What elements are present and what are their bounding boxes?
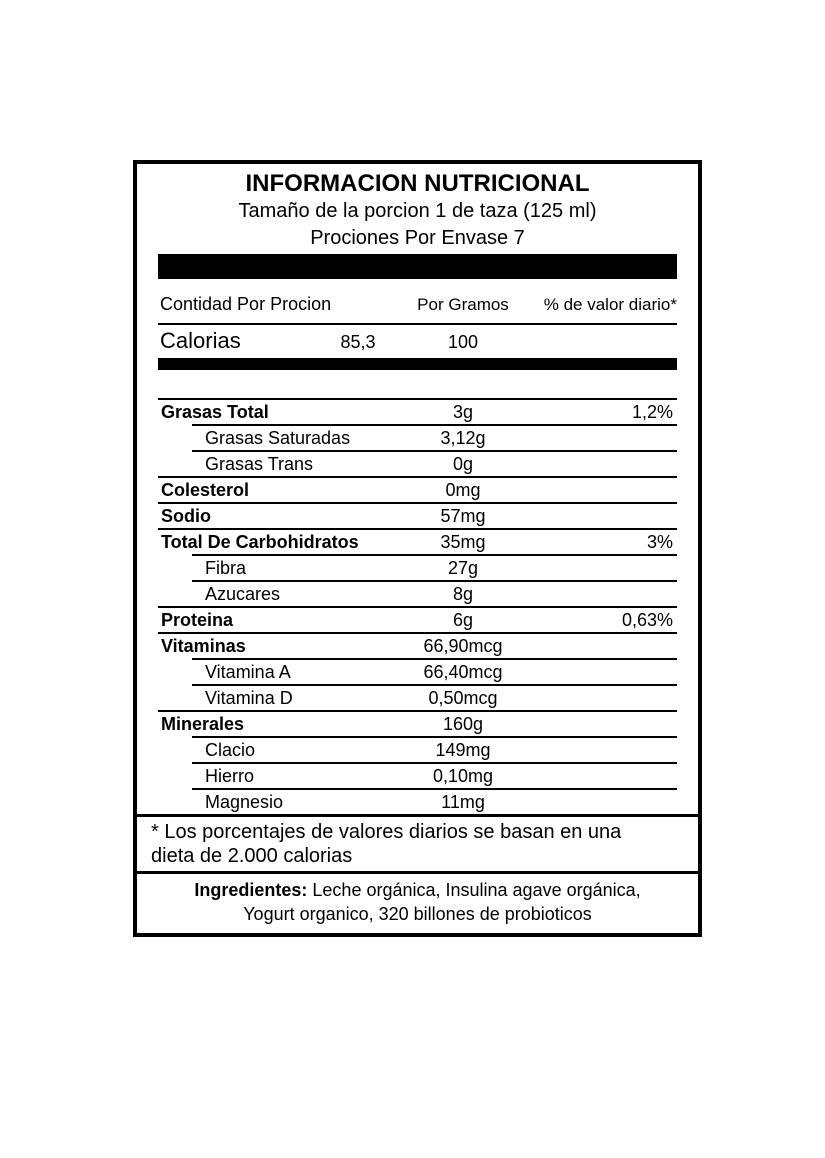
nutrient-row bbox=[158, 450, 677, 476]
nutrient-amount: 3,12g bbox=[440, 428, 486, 448]
nutrient-row bbox=[158, 710, 677, 736]
row-divider bbox=[192, 684, 677, 686]
row-divider bbox=[192, 580, 677, 582]
nutrient-name: Azucares bbox=[205, 584, 281, 604]
nutrient-row bbox=[158, 502, 677, 528]
nutrient-row bbox=[158, 476, 677, 502]
nutrient-name: Grasas Saturadas bbox=[205, 428, 351, 448]
column-amount-per-serving: Contidad Por Procion bbox=[160, 294, 332, 314]
footnote-line: * Los porcentajes de valores diarios se basan en una bbox=[151, 821, 622, 843]
serving-size-text: Tamaño de la porcion 1 de taza (125 ml) bbox=[238, 200, 597, 222]
nutrient-amount: 66,90mcg bbox=[423, 636, 503, 656]
nutrient-amount: 27g bbox=[447, 558, 479, 578]
daily-value-footnote bbox=[137, 814, 698, 871]
nutrient-row bbox=[158, 424, 677, 450]
nutrient-name: Minerales bbox=[161, 714, 245, 734]
row-divider bbox=[192, 554, 677, 556]
nutrient-amount: 0g bbox=[452, 454, 474, 474]
row-divider bbox=[192, 658, 677, 660]
nutrient-name: Fibra bbox=[205, 558, 247, 578]
nutrient-row bbox=[158, 580, 677, 606]
row-divider bbox=[158, 606, 677, 608]
calories-row bbox=[158, 325, 677, 358]
row-divider bbox=[158, 502, 677, 504]
nutrient-amount: 0,50mcg bbox=[428, 688, 498, 708]
nutrient-amount: 57mg bbox=[440, 506, 486, 526]
nutrient-amount: 0mg bbox=[445, 480, 481, 500]
nutrient-name: Grasas Total bbox=[161, 402, 269, 422]
nutrition-label bbox=[133, 160, 702, 937]
nutrient-row bbox=[158, 762, 677, 788]
nutrient-name: Vitaminas bbox=[161, 636, 246, 656]
nutrient-amount: 35mg bbox=[440, 532, 486, 552]
row-divider bbox=[192, 736, 677, 738]
nutrient-row bbox=[158, 684, 677, 710]
nutrient-name: Vitamina D bbox=[205, 688, 293, 708]
footnote-line: dieta de 2.000 calorias bbox=[151, 845, 353, 867]
nutrient-row bbox=[158, 632, 677, 658]
nutrient-name: Total De Carbohidratos bbox=[161, 532, 359, 552]
nutrient-name: Colesterol bbox=[161, 480, 250, 500]
label-header bbox=[137, 164, 698, 252]
nutrient-name: Sodio bbox=[161, 506, 211, 526]
nutrient-name: Vitamina A bbox=[205, 662, 291, 682]
divider-bar-thick bbox=[158, 254, 677, 279]
calories-value: 85,3 bbox=[340, 332, 376, 352]
ingredients-text: Leche orgánica, Insulina agave orgánica, bbox=[312, 880, 641, 900]
column-header-row bbox=[158, 279, 677, 325]
row-divider bbox=[192, 762, 677, 764]
nutrient-row bbox=[158, 554, 677, 580]
nutrient-amount: 11mg bbox=[441, 792, 485, 812]
nutrient-table bbox=[158, 398, 677, 814]
nutrient-name: Proteina bbox=[161, 610, 234, 630]
column-per-grams: Por Gramos bbox=[417, 295, 509, 314]
nutrient-name: Grasas Trans bbox=[205, 454, 314, 474]
row-divider bbox=[158, 528, 677, 530]
ingredients-section bbox=[137, 871, 698, 933]
nutrient-row bbox=[158, 736, 677, 762]
row-divider bbox=[158, 710, 677, 712]
column-daily-value: % de valor diario* bbox=[543, 295, 677, 314]
nutrient-row bbox=[158, 398, 677, 424]
calories-label: Calorias bbox=[160, 328, 241, 353]
nutrient-amount: 66,40mcg bbox=[423, 662, 503, 682]
nutrient-amount: 6g bbox=[452, 610, 474, 630]
nutrient-name: Magnesio bbox=[205, 792, 284, 812]
divider-bar-medium bbox=[158, 358, 677, 370]
label-title: INFORMACION NUTRICIONAL bbox=[245, 170, 590, 197]
row-divider bbox=[192, 788, 677, 790]
nutrient-row bbox=[158, 606, 677, 632]
servings-per-container-text: Prociones Por Envase 7 bbox=[310, 227, 525, 249]
nutrient-row bbox=[158, 658, 677, 684]
ingredients-line: Yogurt organico, 320 billones de probioticos bbox=[243, 904, 592, 924]
row-divider bbox=[158, 476, 677, 478]
row-divider bbox=[158, 632, 677, 634]
row-divider bbox=[192, 450, 677, 452]
ingredients-line bbox=[151, 878, 684, 902]
nutrient-name: Hierro bbox=[205, 766, 255, 786]
row-divider bbox=[192, 424, 677, 426]
nutrient-daily-value: 3% bbox=[646, 532, 673, 552]
nutrient-amount: 3g bbox=[452, 402, 474, 422]
nutrient-name: Clacio bbox=[205, 740, 256, 760]
ingredients-label: Ingredientes: bbox=[194, 880, 308, 900]
nutrient-daily-value: 1,2% bbox=[631, 402, 673, 422]
nutrient-amount: 8g bbox=[452, 584, 474, 604]
nutrient-daily-value: 0,63% bbox=[621, 610, 673, 630]
nutrient-amount: 160g bbox=[442, 714, 484, 734]
spacer bbox=[137, 370, 698, 398]
nutrient-row bbox=[158, 788, 677, 814]
nutrient-amount: 149mg bbox=[435, 740, 491, 760]
nutrient-row bbox=[158, 528, 677, 554]
row-divider bbox=[158, 398, 677, 400]
nutrient-amount: 0,10mg bbox=[432, 766, 494, 786]
calories-per-grams: 100 bbox=[447, 332, 479, 352]
